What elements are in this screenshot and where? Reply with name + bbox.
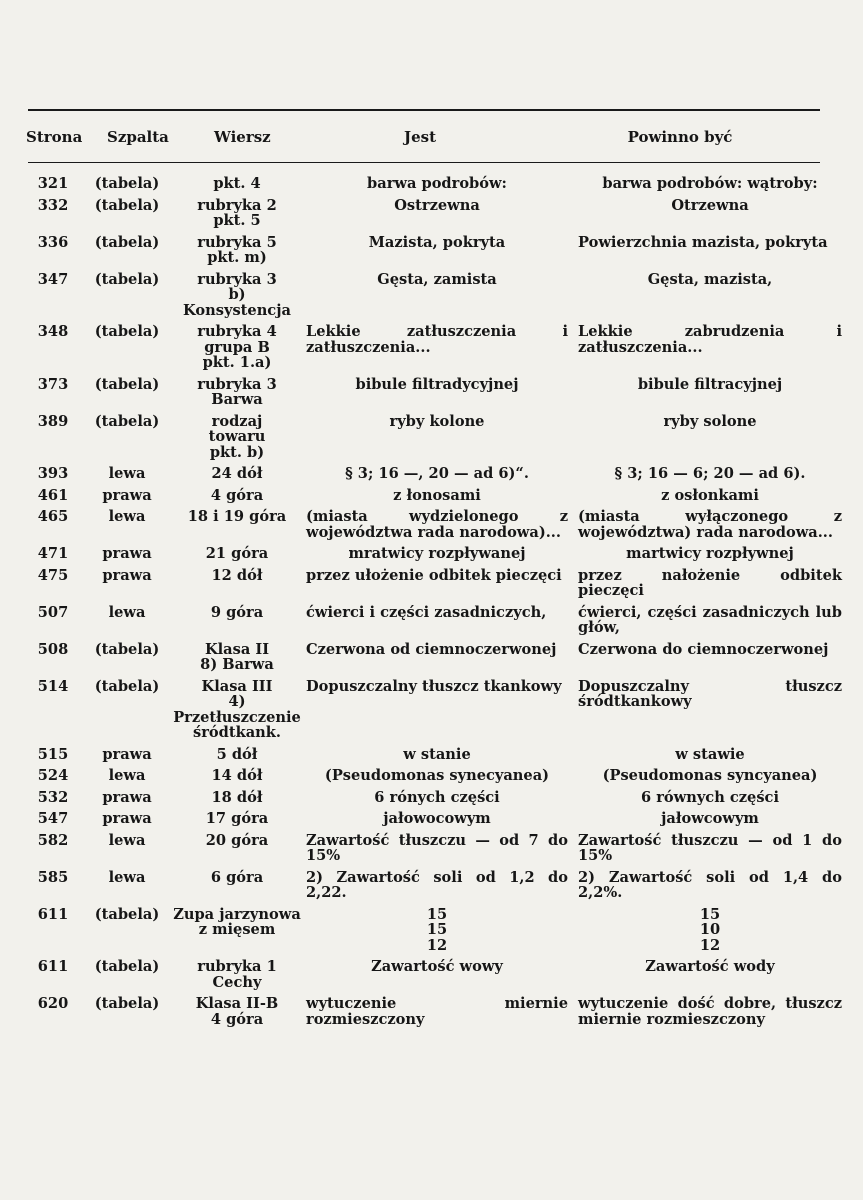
cell-powinno: przez nałożenie odbitek pieczęci: [578, 566, 842, 599]
cell-wiersz: rubryka 5 pkt. m): [197, 233, 277, 266]
cell-szpalta: prawa: [102, 788, 152, 806]
cell-wiersz: 5 dół: [216, 745, 258, 763]
errata-table-body: [24, 176, 842, 1033]
cell-powinno: 15 10 12: [699, 905, 721, 954]
cell-strona: 332: [37, 196, 69, 214]
cell-szpalta: prawa: [102, 486, 152, 504]
cell-powinno: (miasta wyłączonego z województwa) rada narodowa...: [578, 508, 842, 541]
cell-powinno: ćwierci, części zasadniczych lub głów,: [578, 603, 842, 636]
table-row: [24, 272, 842, 325]
cell-wiersz: rubryka 2 pkt. 5: [197, 196, 277, 229]
cell-szpalta: lewa: [108, 465, 146, 482]
cell-strona: 393: [37, 465, 69, 482]
cell-powinno: w stawie: [675, 745, 745, 763]
cell-strona: 475: [37, 566, 69, 584]
cell-strona: 515: [37, 745, 69, 763]
cell-jest: jałowocowym: [383, 810, 491, 827]
cell-jest: Ostrzewna: [394, 196, 480, 214]
cell-szpalta: (tabela): [94, 375, 160, 393]
cell-jest: przez ułożenie odbitek pieczęci: [306, 566, 562, 584]
cell-jest: wytuczenie miernie rozmieszczony: [306, 995, 568, 1028]
cell-wiersz: rubryka 4 grupa B pkt. 1.a): [197, 323, 277, 371]
cell-powinno: jałowcowym: [661, 810, 759, 827]
cell-powinno: Zawartość tłuszczu — od 1 do 15%: [578, 831, 842, 864]
cell-strona: 348: [37, 323, 69, 340]
cell-jest: barwa podrobów:: [367, 175, 507, 192]
cell-szpalta: (tabela): [94, 233, 160, 251]
cell-jest: 6 rónych części: [374, 788, 500, 806]
cell-szpalta: (tabela): [94, 412, 160, 430]
cell-szpalta: (tabela): [94, 640, 160, 658]
cell-strona: 547: [37, 810, 69, 827]
table-row: [24, 996, 842, 1033]
cell-powinno: z osłonkami: [661, 486, 759, 504]
cell-jest: Dopuszczalny tłuszcz tkankowy: [306, 677, 562, 695]
cell-jest: 2) Zawartość soli od 1,2 do 2,22.: [306, 868, 568, 901]
cell-powinno: bibule filtracyjnej: [637, 375, 783, 393]
table-row: [24, 488, 842, 510]
table-row: [24, 790, 842, 812]
cell-szpalta: (tabela): [94, 175, 160, 192]
cell-wiersz: 18 i 19 góra: [187, 508, 287, 525]
cell-jest: ryby kolone: [389, 412, 485, 430]
cell-wiersz: Zupa jarzynowa z mięsem: [173, 905, 301, 938]
cell-strona: 347: [37, 270, 69, 288]
cell-strona: 514: [37, 677, 69, 695]
table-row: [24, 324, 842, 377]
cell-wiersz: Klasa III 4) Przetłuszczenie śródtkank.: [173, 677, 301, 741]
cell-wiersz: pkt. 4: [213, 175, 261, 192]
cell-powinno: Lekkie zabrudzenia i zatłuszczenia...: [578, 323, 842, 356]
table-row: [24, 642, 842, 679]
cell-szpalta: lewa: [108, 603, 146, 621]
cell-szpalta: lewa: [108, 868, 146, 886]
cell-powinno: martwicy rozpływnej: [626, 545, 794, 562]
cell-strona: 524: [37, 767, 69, 784]
cell-powinno: (Pseudomonas syncyanea): [602, 767, 818, 784]
cell-strona: 465: [37, 508, 69, 525]
table-row: [24, 176, 842, 198]
cell-jest: (miasta wydzielonego z województwa rada narodowa)...: [306, 508, 568, 541]
cell-wiersz: 18 dół: [211, 788, 263, 806]
cell-powinno: Dopuszczalny tłuszcz śródtkankowy: [578, 677, 842, 710]
cell-powinno: Gęsta, mazista,: [647, 270, 773, 288]
table-row: [24, 768, 842, 790]
table-row: [24, 509, 842, 546]
cell-powinno: Otrzewna: [671, 196, 749, 214]
cell-jest: Mazista, pokryta: [368, 233, 506, 251]
table-row: [24, 235, 842, 272]
cell-powinno: 2) Zawartość soli od 1,4 do 2,2%.: [578, 868, 842, 901]
cell-jest: Zawartość tłuszczu — od 7 do 15%: [306, 831, 568, 864]
cell-szpalta: (tabela): [94, 196, 160, 214]
cell-strona: 373: [37, 375, 69, 393]
cell-strona: 508: [37, 640, 69, 658]
table-row: [24, 679, 842, 747]
cell-szpalta: lewa: [108, 767, 146, 784]
cell-szpalta: (tabela): [94, 958, 160, 975]
cell-szpalta: prawa: [102, 545, 152, 562]
table-row: [24, 747, 842, 769]
cell-powinno: Powierzchnia mazista, pokryta: [578, 233, 828, 251]
cell-jest: Gęsta, zamista: [377, 270, 497, 288]
cell-jest: Lekkie zatłuszczenia i zatłuszczenia...: [306, 323, 568, 356]
cell-wiersz: 21 góra: [205, 545, 269, 562]
cell-powinno: ryby solone: [663, 412, 757, 430]
cell-jest: Czerwona od ciemnoczerwonej: [306, 640, 557, 658]
top-rule: [28, 109, 820, 111]
header-powinno: Powinno być: [627, 128, 733, 146]
table-row: [24, 466, 842, 488]
cell-wiersz: Klasa II-B 4 góra: [195, 995, 279, 1028]
table-row: [24, 198, 842, 235]
cell-wiersz: 14 dół: [211, 767, 263, 784]
table-row: [24, 414, 842, 467]
cell-powinno: Czerwona do ciemnoczerwonej: [578, 640, 829, 658]
header-szpalta: Szpalta: [107, 128, 169, 146]
cell-strona: 461: [37, 486, 69, 504]
cell-szpalta: lewa: [108, 831, 146, 849]
cell-wiersz: rubryka 1 Cechy: [197, 958, 277, 991]
cell-powinno: Zawartość wody: [645, 958, 775, 975]
cell-strona: 389: [37, 412, 69, 430]
cell-jest: w stanie: [403, 745, 471, 763]
table-row: [24, 568, 842, 605]
table-row: [24, 811, 842, 833]
cell-wiersz: 12 dół: [211, 566, 263, 584]
cell-jest: bibule filtradycyjnej: [355, 375, 519, 393]
table-row: [24, 907, 842, 960]
cell-szpalta: (tabela): [94, 995, 160, 1012]
cell-szpalta: lewa: [108, 508, 146, 525]
cell-szpalta: prawa: [102, 566, 152, 584]
cell-jest: § 3; 16 —, 20 — ad 6)“.: [345, 465, 529, 482]
table-row: [24, 377, 842, 414]
cell-wiersz: 24 dół: [211, 465, 263, 482]
header-rule: [28, 162, 820, 163]
cell-szpalta: (tabela): [94, 905, 160, 923]
cell-jest: mratwicy rozpływanej: [348, 545, 526, 562]
table-row: [24, 870, 842, 907]
cell-szpalta: prawa: [102, 745, 152, 763]
cell-wiersz: 20 góra: [205, 831, 269, 849]
cell-szpalta: (tabela): [94, 323, 160, 340]
cell-wiersz: 17 góra: [205, 810, 269, 827]
errata-table: [24, 176, 842, 1033]
cell-szpalta: (tabela): [94, 677, 160, 695]
cell-strona: 532: [37, 788, 69, 806]
cell-strona: 585: [37, 868, 69, 886]
cell-jest: Zawartość wowy: [371, 958, 503, 975]
cell-wiersz: 9 góra: [210, 603, 264, 621]
cell-strona: 611: [37, 958, 69, 975]
cell-strona: 620: [37, 995, 69, 1012]
cell-wiersz: rubryka 3 Barwa: [197, 375, 277, 408]
cell-powinno: 6 równych części: [641, 788, 779, 806]
cell-wiersz: rodzaj towaru pkt. b): [208, 412, 266, 461]
cell-wiersz: Klasa II 8) Barwa: [200, 640, 274, 673]
cell-strona: 336: [37, 233, 69, 251]
cell-jest: z łonosami: [393, 486, 481, 504]
header-strona: Strona: [26, 128, 83, 146]
cell-wiersz: 4 góra: [210, 486, 264, 504]
cell-wiersz: 6 góra: [210, 868, 264, 886]
cell-szpalta: prawa: [102, 810, 152, 827]
cell-szpalta: (tabela): [94, 270, 160, 288]
cell-strona: 321: [37, 175, 69, 192]
cell-powinno: § 3; 16 — 6; 20 — ad 6).: [614, 465, 806, 482]
header-wiersz: Wiersz: [214, 128, 271, 146]
header-jest: Jest: [403, 128, 436, 146]
cell-strona: 471: [37, 545, 69, 562]
cell-jest: (Pseudomonas synecyanea): [324, 767, 550, 784]
table-row: [24, 959, 842, 996]
cell-wiersz: rubryka 3 b) Konsystencja: [183, 270, 291, 319]
cell-jest: ćwierci i części zasadniczych,: [306, 603, 547, 621]
cell-strona: 507: [37, 603, 69, 621]
cell-strona: 582: [37, 831, 69, 849]
table-row: [24, 833, 842, 870]
cell-jest: 15 15 12: [426, 905, 448, 954]
table-row: [24, 546, 842, 568]
table-row: [24, 605, 842, 642]
cell-strona: 611: [37, 905, 69, 923]
cell-powinno: wytuczenie dość dobre, tłuszcz miernie rozmieszczony: [578, 995, 842, 1028]
cell-powinno: barwa podrobów: wątroby:: [602, 175, 818, 192]
